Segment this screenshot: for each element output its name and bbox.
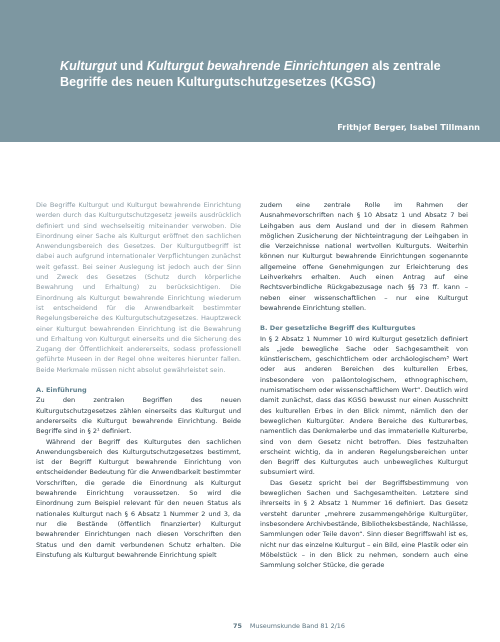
paragraph: Während der Begriff des Kulturgutes den sachlichen Anwendungsbereich des Kulturgutschutzgesetzes bestimmt, ist der Begriff Kulturgut bewahrende Einrichtung von entscheidender Bedeutung für die Anwendbarkeit bestimmter Vorschriften, die gerade die Einordnung als Kulturgut bewahrende Einrichtung voraussetzen. So wird die Einordnung zum Beispiel relevant für den neuen Status als nationales Kulturgut nach § 6 Absatz 1 Nummer 2 und 3, da nur die Bestände (öffentlich finanzierter) Kulturgut bewahrender Einrichtungen nach diesen Vorschriften den Status und den damit verbundenen Schutz erhalten. Die Einstufung als Kulturgut bewahrende Einrichtung spielt: [36, 437, 241, 559]
right-column: [260, 200, 468, 570]
paragraph: Zu den zentralen Begriffen des neuen Kulturgutschutzgesetzes zählen einerseits das Kulturgut und andererseits die Kulturgut bewahrende Einrichtung. Beide Begriffe sind in § 2¹ definiert.: [36, 396, 241, 436]
section-heading: A. Einführung: [36, 386, 87, 395]
page-number: 75: [233, 622, 242, 630]
paragraph: Das Gesetz spricht bei der Begriffsbestimmung von beweglichen Sachen und Sachgesamtheiten. Letztere sind ihrerseits in § 2 Absatz 1 Nummer 16 definiert. Das Gesetz versteht darunter „mehrere zusammengehörige Kulturgüter, insbesondere Archivbestände, Bibliotheksbestände, Nachlässe, Sammlungen oder Teile davon“. Sinn dieser Begriffswahl ist es, nicht nur das einzelne Kulturgut – ein Bild, eine Plastik oder ein Möbelstück – in den Blick zu nehmen, sondern auch eine Sammlung solcher Stücke, die gerade: [260, 478, 468, 570]
paragraph: zudem eine zentrale Rolle im Rahmen der Ausnahmevorschriften nach § 10 Absatz 1 und Absatz 7 bei Leihgaben aus dem Ausland und der in diesem Rahmen möglichen Zusicherung der Nichteintragung der Leihgaben in die Verzeichnisse national wertvollen Kulturguts. Weiterhin können nur Kulturgut bewahrende Einrichtungen sogenannte allgemeine offene Genehmigungen zur Erleichterung des Leihverkehrs erhalten. Auch einen Antrag auf eine Rechtsverbindliche Rückgabezusage nach §§ 73 ff. kann – neben einer wissenschaftlichen – nur eine Kulturgut bewahrende Einrichtung stellen.: [260, 201, 468, 312]
title-segment: Kulturgut bewahrende Einrichtungen: [146, 59, 369, 73]
article-authors: Frithjof Berger, Isabel Tillmann: [337, 122, 480, 132]
journal-name: Museumskunde Band 81 2/16: [249, 622, 345, 630]
title-segment: als zentrale Begriffe des neuen Kulturgutschutzgesetzes (KGSG): [60, 59, 441, 89]
left-column: [36, 200, 241, 560]
page-footer: [233, 622, 345, 630]
article-title: [60, 58, 460, 90]
paragraph: In § 2 Absatz 1 Nummer 10 wird Kulturgut gesetzlich definiert als „jede bewegliche Sache oder Sachgesamtheit von künstlerischem, geschichtlichem oder archäologischem³ Wert oder aus anderen Bereichen des kulturellen Erbes, insbesondere von paläontologischem, ethnographischem, numismatischem oder wissenschaftlichem Wert“. Deutlich wird damit zunächst, dass das KGSG bewusst nur einen Ausschnitt des kulturellen Erbes in den Blick nimmt, nämlich den der beweglichen Kulturgüter. Andere Bereiche des Kulturerbes, namentlich das Denkmalerbe und das immaterielle Kulturerbe, sind von dem Gesetz nicht betroffen. Dies festzuhalten erscheint wichtig, da in anderen Regelungsbereichen unter den Begriff des Kulturgutes auch unbewegliches Kulturgut subsumiert wird.: [260, 334, 468, 477]
paragraph: Die Begriffe Kulturgut und Kulturgut bewahrende Einrichtung werden durch das Kulturgutschutzgesetz jeweils ausdrücklich definiert und sind wechselseitig miteinander verwoben. Die Einordnung einer Sache als Kulturgut eröffnet den sachlichen Anwendungsbereich des Gesetzes. Der Kulturgutbegriff ist dabei auch aufgrund internationaler Verpflichtungen zunächst weit gefasst. Bei seiner Auslegung ist jedoch auch der Sinn und Zweck des Gesetzes (Schutz durch körperliche Bewahrung und Erhaltung) zu berücksichtigen. Die Einordnung als Kulturgut bewahrende Einrichtung wiederum ist entscheidend für die Anwendbarkeit bestimmter Regelungsbereiche des Kulturgutschutzgesetzes. Hauptzweck einer Kulturgut bewahrenden Einrichtung ist die Bewahrung und Erhaltung von Kulturgut einerseits und die Sicherung des Zugang der Öffentlichkeit andererseits, sodass professionell geführte Museen in der Regel ohne weiteres hierunter fallen. Beide Merkmale müssen nicht absolut gewährleistet sein.: [36, 201, 241, 374]
title-segment: und: [116, 59, 147, 73]
section-heading: B. Der gesetzliche Begriff des Kulturgutes: [260, 324, 416, 333]
title-segment: Kulturgut: [60, 59, 117, 73]
